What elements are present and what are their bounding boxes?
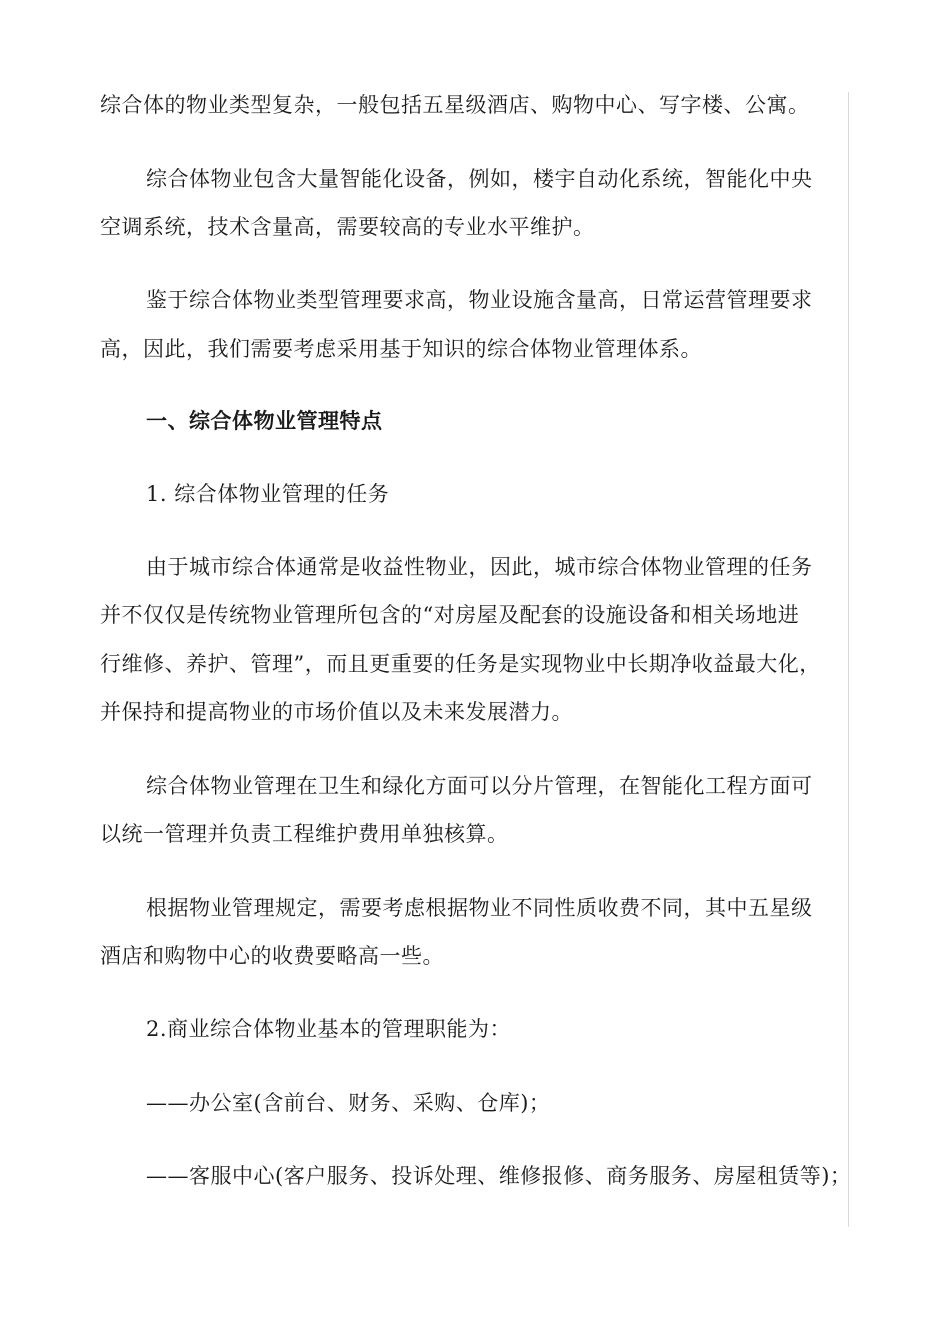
list-item: ——客服中心(客户服务、投诉处理、维修报修、商务服务、房屋租赁等)； [146, 1164, 852, 1188]
section-heading: 一、综合体物业管理特点 [146, 408, 383, 433]
paragraph-line: 行维修、养护、管理”，而且更重要的任务是实现物业中长期净收益最大化， [100, 652, 821, 676]
paragraph-line: 根据物业管理规定，需要考虑根据物业不同性质收费不同，其中五星级 [146, 896, 813, 920]
paragraph-line: 并不仅仅是传统物业管理所包含的“对房屋及配套的设施设备和相关场地进 [100, 603, 800, 627]
page-edge-rule [848, 92, 849, 1227]
paragraph-line: 酒店和购物中心的收费要略高一些。 [100, 944, 444, 968]
paragraph-line: 高，因此，我们需要考虑采用基于知识的综合体物业管理体系。 [100, 337, 702, 361]
paragraph-line: 以统一管理并负责工程维护费用单独核算。 [100, 822, 509, 846]
paragraph-line: 鉴于综合体物业类型管理要求高，物业设施含量高，日常运营管理要求 [146, 288, 813, 312]
subsection-heading: 1. 综合体物业管理的任务 [146, 482, 390, 506]
paragraph-line: 空调系统，技术含量高，需要较高的专业水平维护。 [100, 215, 595, 239]
paragraph-line: 综合体物业包含大量智能化设备，例如，楼宇自动化系统，智能化中央 [146, 167, 813, 191]
list-item: ——办公室(含前台、财务、采购、仓库)； [146, 1091, 551, 1115]
paragraph-line: 综合体的物业类型复杂，一般包括五星级酒店、购物中心、写字楼、公寓。 [100, 93, 810, 117]
subsection-heading: 2.商业综合体物业基本的管理职能为： [146, 1017, 512, 1041]
paragraph-line: 综合体物业管理在卫生和绿化方面可以分片管理，在智能化工程方面可 [146, 774, 813, 798]
paragraph-line: 由于城市综合体通常是收益性物业，因此，城市综合体物业管理的任务 [146, 555, 813, 579]
paragraph-line: 并保持和提高物业的市场价值以及未来发展潜力。 [100, 700, 573, 724]
